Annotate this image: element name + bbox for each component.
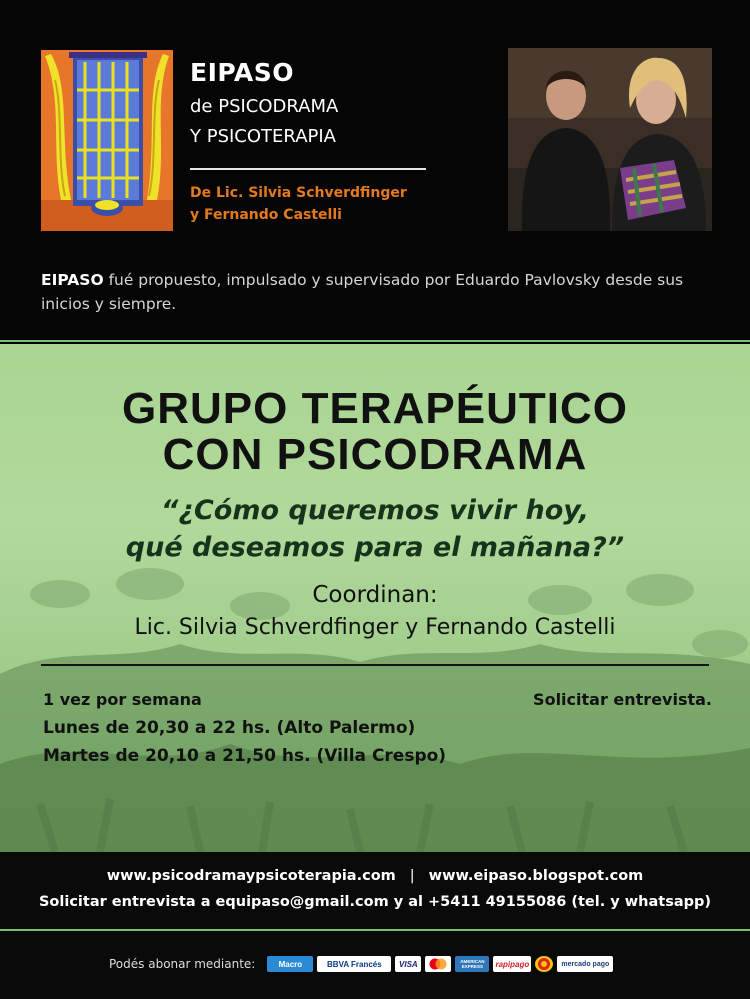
amex-logo: AMERICAN EXPRESS — [455, 956, 489, 972]
quote-line2: qué deseamos para el mañana?” — [125, 532, 625, 563]
brand-subtitle-line2: Y PSICOTERAPIA — [190, 126, 336, 147]
payment-row — [109, 956, 613, 972]
schedule-frequency: 1 vez por semana — [43, 690, 202, 709]
payment-label: Podés abonar mediante: — [109, 957, 256, 971]
main-section — [0, 344, 750, 852]
macro-logo: Macro — [267, 956, 313, 972]
visa-logo: VISA — [395, 956, 421, 972]
mercadopago-logo: mercado pago — [557, 956, 613, 972]
coordinators-names: Lic. Silvia Schverdfinger y Fernando Castelli — [134, 615, 616, 640]
pagofacil-logo — [535, 956, 553, 972]
authors-line2: y Fernando Castelli — [190, 207, 342, 223]
painting-image — [41, 50, 173, 231]
schedule-monday: Lunes de 20,30 a 22 hs. (Alto Palermo) — [43, 718, 416, 738]
brand-title: EIPASO — [190, 58, 295, 87]
quote-line1: “¿Cómo queremos vivir hoy, — [160, 495, 590, 526]
website-link-psicodrama[interactable]: www.psicodramaypsicoterapia.com — [106, 868, 396, 884]
contact-line: Solicitar entrevista a equipaso@gmail.com y al +5411 49155086 (tel. y whatsapp) — [38, 894, 712, 910]
website-link-blog[interactable]: www.eipaso.blogspot.com — [428, 868, 644, 884]
rapipago-logo: rapipago — [493, 956, 531, 972]
payment-logos — [267, 956, 613, 972]
brand-subtitle-line1: de PSICODRAMA — [190, 96, 339, 117]
footer-section — [0, 852, 750, 999]
bbva-frances-logo: BBVA Francés — [317, 956, 391, 972]
main-title-line2: CON PSICODRAMA — [162, 430, 588, 479]
schedule-divider — [41, 664, 709, 666]
mastercard-logo — [425, 956, 451, 972]
brand-divider — [190, 168, 426, 170]
intro-body: fué propuesto, impulsado y supervisado por Eduardo Pavlovsky desde sus inicios y siempre. — [41, 271, 684, 313]
main-title-line1: GRUPO TERAPÉUTICO — [122, 384, 628, 433]
authors-line1: De Lic. Silvia Schverdfinger — [190, 185, 407, 201]
coordinators-label: Coordinan: — [312, 582, 438, 608]
website-separator: | — [409, 868, 415, 884]
schedule-tuesday: Martes de 20,10 a 21,50 hs. (Villa Crespo) — [43, 746, 447, 766]
coordinators-photo — [508, 48, 712, 231]
request-interview-text: Solicitar entrevista. — [533, 690, 712, 709]
top-green-divider — [0, 340, 750, 342]
intro-brand: EIPASO — [41, 271, 104, 289]
intro-text — [41, 268, 701, 316]
footer-green-divider — [0, 929, 750, 931]
websites-line — [0, 868, 750, 884]
header-section — [0, 0, 750, 340]
